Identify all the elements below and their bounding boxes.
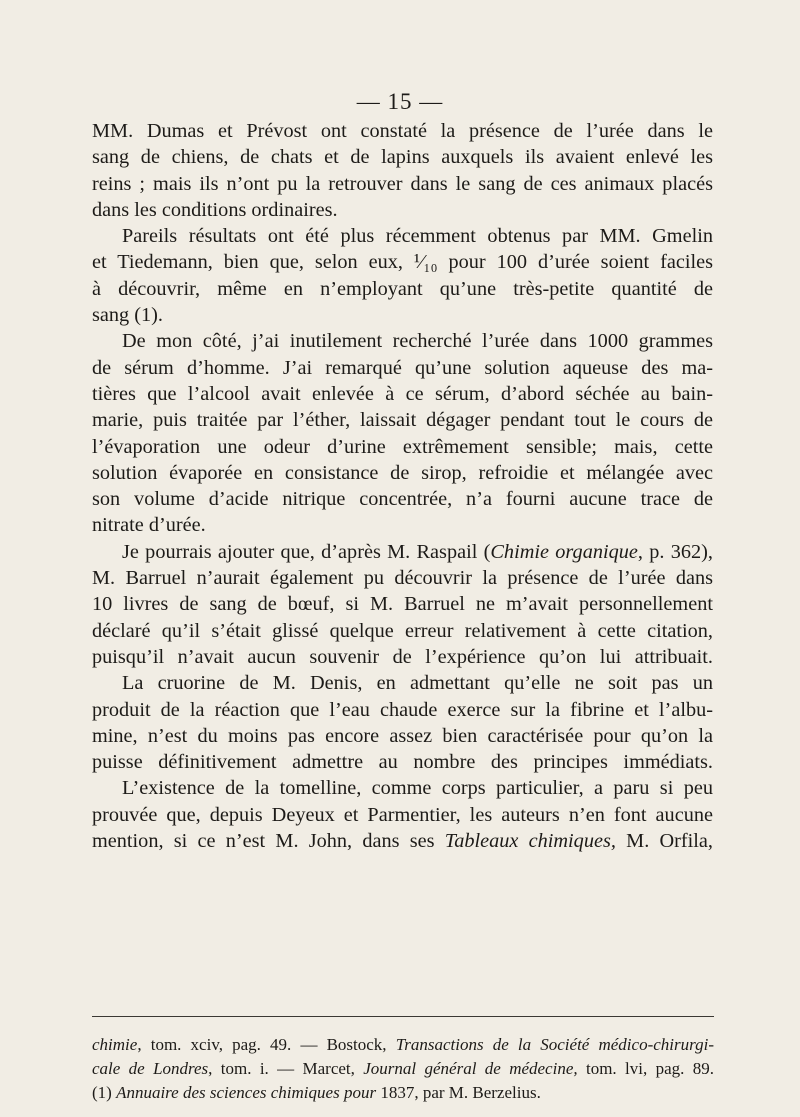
text-line: puisqu’il n’avait aucun souvenir de l’expérience qu’on lui attribuait. [92,645,713,668]
text-segment: Je pourrais ajouter que, d’après M. Raspail ( [122,540,491,563]
text-line: à découvrir, même en n’employant qu’une très-petite quantité de [92,277,713,300]
text-line: sang (1). [92,304,163,327]
footnote-segment: , tom. i. — Marcet, [208,1059,364,1078]
text-line: Pareils résultats ont été plus récemment obtenus par MM. Gmelin [122,225,713,248]
text-line: reins ; mais ils n’ont pu la retrouver dans le sang de ces animaux placés [92,172,713,195]
text-line: La cruorine de M. Denis, en admettant qu’elle ne soit pas un [122,672,713,695]
body-text [92,118,713,854]
footnote-segment: Journal général de médecine, [363,1059,578,1078]
text-line: De mon côté, j’ai inutilement recherché l’urée dans 1000 grammes [122,330,713,353]
footnote-line [92,1033,714,1057]
text-line [92,828,713,854]
footnote-line [92,1057,714,1081]
footnote-segment: Annuaire des sciences chimiques pour [116,1083,377,1102]
text-line: dans les conditions ordinaires. [92,198,338,221]
footnote-segment: cale de Londres [92,1059,209,1078]
text-line: L’existence de la tomelline, comme corps particulier, a paru si peu [122,777,713,800]
text-line: puisse définitivement admettre au nombre des principes immédiats. [92,751,713,774]
text-line: et Tiedemann, bien que, selon eux, ¹⁄₁₀ pour 100 d’urée soient faciles [92,251,713,274]
footnote-segment: , tom. xciv, pag. 49. — Bostock, [137,1035,396,1054]
text-line: MM. Dumas et Prévost ont constaté la présence de l’urée dans le [92,120,713,142]
text-line: tières que l’alcool avait enlevée à ce sérum, d’abord séchée au bain- [92,382,713,405]
text-line: M. Barruel n’aurait également pu découvrir la présence de l’urée dans [92,567,713,590]
text-line: nitrate d’urée. [92,514,206,537]
text-line: 10 livres de sang de bœuf, si M. Barruel ne m’avait personnellement [92,593,713,616]
footnote-segment: chimie [92,1035,138,1054]
text-line: solution évaporée en consistance de sirop, refroidie et mélangée avec [92,461,713,484]
footnote-line [92,1081,714,1105]
page-number: — 15 — [356,89,444,114]
text-segment: M. Orfila, [615,830,713,853]
text-line: mine, n’est du moins pas encore assez bien caractérisée pour qu’on la [92,724,713,747]
text-line: sang de chiens, de chats et de lapins auxquels ils avaient enlevé les [92,146,713,169]
footnote-divider [92,1016,714,1017]
footnote-marker: (1) [92,1083,117,1102]
text-line: déclaré qu’il s’était glissé quelque erreur relativement à cette citation, [92,619,713,642]
text-line: son volume d’acide nitrique concentrée, n’a fourni aucune trace de [92,488,713,511]
text-line: l’évaporation une odeur d’urine extrêmement sensible; mais, cette [92,435,713,458]
text-line: de sérum d’homme. J’ai remarqué qu’une solution aqueuse des ma- [92,356,713,379]
text-line: prouvée que, depuis Deyeux et Parmentier, les auteurs n’en font aucune [92,803,713,826]
raspail-citation: Chimie organique [490,540,638,563]
text-line: marie, puis traitée par l’éther, laissait dégager pendant tout le cours de [92,409,713,432]
footnote-segment: tom. lvi, pag. 89. [577,1059,714,1078]
footnote-segment: Transactions de la Société médico-chirurgi- [395,1035,714,1054]
text-line: produit de la réaction que l’eau chaude exerce sur la fibrine et l’albu- [92,698,713,721]
footnote-segment: 1837, par M. Berzelius. [376,1083,541,1102]
text-line [92,539,713,565]
footnotes [92,1033,714,1105]
text-segment: , p. 362), [637,540,714,563]
text-segment: mention, si ce n’est M. John, dans ses [92,830,445,853]
john-citation: Tableaux chimiques, [444,830,616,853]
